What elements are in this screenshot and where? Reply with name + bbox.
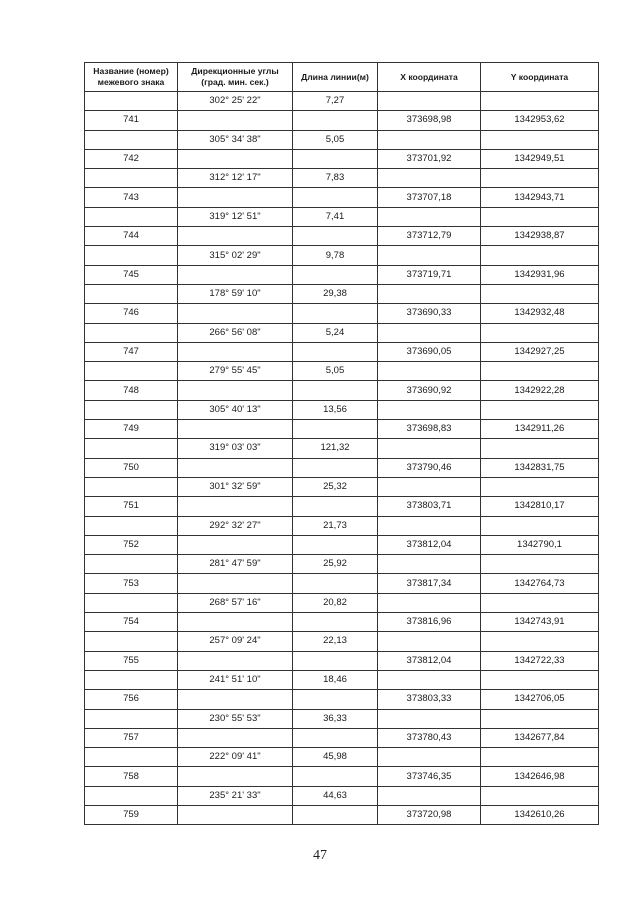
- x-coordinate-cell: [378, 555, 481, 574]
- line-length-cell: [293, 767, 378, 786]
- direction-angle-cell: 305° 40' 13": [178, 400, 293, 419]
- direction-angle-cell: [178, 342, 293, 361]
- table-body: [85, 92, 599, 825]
- line-length-cell: [293, 304, 378, 323]
- table-row: [85, 767, 599, 786]
- line-length-cell: 7,27: [293, 92, 378, 111]
- direction-angle-cell: [178, 651, 293, 670]
- direction-angle-cell: [178, 690, 293, 709]
- line-length-cell: 18,46: [293, 670, 378, 689]
- y-coordinate-cell: 1342943,71: [481, 188, 599, 207]
- y-coordinate-cell: [481, 130, 599, 149]
- table-row: [85, 439, 599, 458]
- header-y-coordinate: Y координата: [481, 63, 599, 92]
- point-name-cell: [85, 670, 178, 689]
- line-length-cell: 29,38: [293, 284, 378, 303]
- page-number: 47: [313, 848, 327, 863]
- point-name-cell: 750: [85, 458, 178, 477]
- line-length-cell: 21,73: [293, 516, 378, 535]
- direction-angle-cell: 241° 51' 10": [178, 670, 293, 689]
- direction-angle-cell: [178, 304, 293, 323]
- line-length-cell: 121,32: [293, 439, 378, 458]
- line-length-cell: 7,83: [293, 169, 378, 188]
- table-row: [85, 304, 599, 323]
- table-row: [85, 477, 599, 496]
- y-coordinate-cell: 1342790,1: [481, 535, 599, 554]
- point-name-cell: [85, 555, 178, 574]
- table-row: [85, 381, 599, 400]
- y-coordinate-cell: [481, 323, 599, 342]
- x-coordinate-cell: 373707,18: [378, 188, 481, 207]
- line-length-cell: [293, 149, 378, 168]
- x-coordinate-cell: 373690,05: [378, 342, 481, 361]
- line-length-cell: [293, 690, 378, 709]
- line-length-cell: [293, 497, 378, 516]
- table-row: [85, 284, 599, 303]
- line-length-cell: 25,92: [293, 555, 378, 574]
- table-row: [85, 130, 599, 149]
- point-name-cell: 758: [85, 767, 178, 786]
- table-row: [85, 342, 599, 361]
- table-row: [85, 458, 599, 477]
- direction-angle-cell: [178, 188, 293, 207]
- direction-angle-cell: 305° 34' 38": [178, 130, 293, 149]
- table-row: [85, 535, 599, 554]
- table-row: [85, 497, 599, 516]
- header-point-name: Название (номер) межевого знака: [85, 63, 178, 92]
- table-row: [85, 227, 599, 246]
- y-coordinate-cell: [481, 284, 599, 303]
- table-row: [85, 574, 599, 593]
- x-coordinate-cell: 373712,79: [378, 227, 481, 246]
- x-coordinate-cell: 373698,98: [378, 111, 481, 130]
- line-length-cell: [293, 111, 378, 130]
- table-row: [85, 651, 599, 670]
- y-coordinate-cell: 1342810,17: [481, 497, 599, 516]
- line-length-cell: [293, 613, 378, 632]
- point-name-cell: [85, 400, 178, 419]
- direction-angle-cell: 292° 32' 27": [178, 516, 293, 535]
- x-coordinate-cell: [378, 130, 481, 149]
- boundary-coordinates-table: [84, 62, 599, 825]
- line-length-cell: [293, 265, 378, 284]
- direction-angle-cell: [178, 767, 293, 786]
- direction-angle-cell: 279° 55' 45": [178, 362, 293, 381]
- x-coordinate-cell: 373690,33: [378, 304, 481, 323]
- y-coordinate-cell: [481, 477, 599, 496]
- y-coordinate-cell: [481, 207, 599, 226]
- y-coordinate-cell: 1342706,05: [481, 690, 599, 709]
- point-name-cell: 749: [85, 420, 178, 439]
- line-length-cell: [293, 535, 378, 554]
- point-name-cell: [85, 786, 178, 805]
- y-coordinate-cell: [481, 362, 599, 381]
- direction-angle-cell: 281° 47' 59": [178, 555, 293, 574]
- table-row: [85, 632, 599, 651]
- x-coordinate-cell: [378, 246, 481, 265]
- y-coordinate-cell: 1342927,25: [481, 342, 599, 361]
- point-name-cell: [85, 748, 178, 767]
- x-coordinate-cell: [378, 207, 481, 226]
- point-name-cell: [85, 130, 178, 149]
- direction-angle-cell: 178° 59' 10": [178, 284, 293, 303]
- x-coordinate-cell: [378, 632, 481, 651]
- y-coordinate-cell: [481, 400, 599, 419]
- line-length-cell: 25,32: [293, 477, 378, 496]
- point-name-cell: [85, 284, 178, 303]
- x-coordinate-cell: 373803,71: [378, 497, 481, 516]
- table-row: [85, 613, 599, 632]
- point-name-cell: 754: [85, 613, 178, 632]
- line-length-cell: [293, 728, 378, 747]
- point-name-cell: 742: [85, 149, 178, 168]
- direction-angle-cell: 302° 25' 22": [178, 92, 293, 111]
- table-row: [85, 323, 599, 342]
- x-coordinate-cell: 373817,34: [378, 574, 481, 593]
- y-coordinate-cell: 1342677,84: [481, 728, 599, 747]
- x-coordinate-cell: 373780,43: [378, 728, 481, 747]
- table-header-row: [85, 63, 599, 92]
- point-name-cell: 741: [85, 111, 178, 130]
- y-coordinate-cell: 1342932,48: [481, 304, 599, 323]
- line-length-cell: [293, 805, 378, 824]
- direction-angle-cell: 301° 32' 59": [178, 477, 293, 496]
- table-row: [85, 516, 599, 535]
- direction-angle-cell: [178, 111, 293, 130]
- direction-angle-cell: [178, 265, 293, 284]
- direction-angle-cell: [178, 381, 293, 400]
- line-length-cell: [293, 458, 378, 477]
- line-length-cell: [293, 651, 378, 670]
- x-coordinate-cell: 373690,92: [378, 381, 481, 400]
- y-coordinate-cell: 1342931,96: [481, 265, 599, 284]
- x-coordinate-cell: 373816,96: [378, 613, 481, 632]
- table-row: [85, 748, 599, 767]
- point-name-cell: [85, 207, 178, 226]
- direction-angle-cell: [178, 497, 293, 516]
- line-length-cell: [293, 420, 378, 439]
- point-name-cell: 744: [85, 227, 178, 246]
- direction-angle-cell: [178, 613, 293, 632]
- x-coordinate-cell: [378, 400, 481, 419]
- table-row: [85, 593, 599, 612]
- table-row: [85, 400, 599, 419]
- point-name-cell: 743: [85, 188, 178, 207]
- line-length-cell: 36,33: [293, 709, 378, 728]
- table-row: [85, 246, 599, 265]
- table-row: [85, 362, 599, 381]
- table-row: [85, 92, 599, 111]
- table-row: [85, 265, 599, 284]
- line-length-cell: [293, 188, 378, 207]
- y-coordinate-cell: [481, 516, 599, 535]
- point-name-cell: [85, 92, 178, 111]
- x-coordinate-cell: [378, 593, 481, 612]
- direction-angle-cell: 312° 12' 17": [178, 169, 293, 188]
- x-coordinate-cell: 373701,92: [378, 149, 481, 168]
- y-coordinate-cell: [481, 555, 599, 574]
- point-name-cell: 746: [85, 304, 178, 323]
- x-coordinate-cell: [378, 477, 481, 496]
- x-coordinate-cell: 373803,33: [378, 690, 481, 709]
- line-length-cell: 7,41: [293, 207, 378, 226]
- line-length-cell: 5,24: [293, 323, 378, 342]
- header-x-coordinate: X координата: [378, 63, 481, 92]
- point-name-cell: [85, 439, 178, 458]
- y-coordinate-cell: 1342922,28: [481, 381, 599, 400]
- x-coordinate-cell: 373746,35: [378, 767, 481, 786]
- direction-angle-cell: [178, 420, 293, 439]
- line-length-cell: [293, 342, 378, 361]
- direction-angle-cell: 222° 09' 41": [178, 748, 293, 767]
- x-coordinate-cell: [378, 169, 481, 188]
- y-coordinate-cell: 1342764,73: [481, 574, 599, 593]
- direction-angle-cell: 235° 21' 33": [178, 786, 293, 805]
- point-name-cell: 759: [85, 805, 178, 824]
- line-length-cell: 13,56: [293, 400, 378, 419]
- x-coordinate-cell: 373720,98: [378, 805, 481, 824]
- point-name-cell: [85, 323, 178, 342]
- y-coordinate-cell: 1342743,91: [481, 613, 599, 632]
- x-coordinate-cell: 373719,71: [378, 265, 481, 284]
- y-coordinate-cell: 1342953,62: [481, 111, 599, 130]
- y-coordinate-cell: 1342949,51: [481, 149, 599, 168]
- table-row: [85, 111, 599, 130]
- x-coordinate-cell: [378, 323, 481, 342]
- table-row: [85, 709, 599, 728]
- y-coordinate-cell: [481, 593, 599, 612]
- y-coordinate-cell: 1342646,98: [481, 767, 599, 786]
- y-coordinate-cell: 1342610,26: [481, 805, 599, 824]
- point-name-cell: 755: [85, 651, 178, 670]
- direction-angle-cell: [178, 728, 293, 747]
- table-row: [85, 207, 599, 226]
- y-coordinate-cell: [481, 246, 599, 265]
- table-row: [85, 149, 599, 168]
- point-name-cell: [85, 246, 178, 265]
- direction-angle-cell: 315° 02' 29": [178, 246, 293, 265]
- point-name-cell: 753: [85, 574, 178, 593]
- point-name-cell: [85, 362, 178, 381]
- point-name-cell: [85, 169, 178, 188]
- table-row: [85, 169, 599, 188]
- x-coordinate-cell: [378, 516, 481, 535]
- y-coordinate-cell: [481, 169, 599, 188]
- direction-angle-cell: [178, 227, 293, 246]
- table-row: [85, 420, 599, 439]
- y-coordinate-cell: [481, 709, 599, 728]
- direction-angle-cell: 257° 09' 24": [178, 632, 293, 651]
- y-coordinate-cell: [481, 748, 599, 767]
- point-name-cell: [85, 516, 178, 535]
- direction-angle-cell: [178, 574, 293, 593]
- line-length-cell: 44,63: [293, 786, 378, 805]
- table-row: [85, 805, 599, 824]
- table-row: [85, 786, 599, 805]
- line-length-cell: 5,05: [293, 130, 378, 149]
- point-name-cell: 757: [85, 728, 178, 747]
- line-length-cell: [293, 227, 378, 246]
- x-coordinate-cell: [378, 709, 481, 728]
- direction-angle-cell: 268° 57' 16": [178, 593, 293, 612]
- x-coordinate-cell: 373790,46: [378, 458, 481, 477]
- y-coordinate-cell: [481, 786, 599, 805]
- point-name-cell: 752: [85, 535, 178, 554]
- table-row: [85, 555, 599, 574]
- direction-angle-cell: [178, 458, 293, 477]
- header-direction-angle: Дирекционные углы (град. мин. сек.): [178, 63, 293, 92]
- direction-angle-cell: 266° 56' 08": [178, 323, 293, 342]
- table-row: [85, 670, 599, 689]
- point-name-cell: 756: [85, 690, 178, 709]
- y-coordinate-cell: 1342911,26: [481, 420, 599, 439]
- header-line-length: Длина линии(м): [293, 63, 378, 92]
- y-coordinate-cell: [481, 439, 599, 458]
- point-name-cell: [85, 593, 178, 612]
- y-coordinate-cell: [481, 670, 599, 689]
- direction-angle-cell: 319° 12' 51": [178, 207, 293, 226]
- x-coordinate-cell: [378, 439, 481, 458]
- line-length-cell: 20,82: [293, 593, 378, 612]
- x-coordinate-cell: [378, 284, 481, 303]
- point-name-cell: [85, 709, 178, 728]
- y-coordinate-cell: [481, 632, 599, 651]
- line-length-cell: [293, 381, 378, 400]
- x-coordinate-cell: [378, 92, 481, 111]
- point-name-cell: [85, 632, 178, 651]
- line-length-cell: 5,05: [293, 362, 378, 381]
- x-coordinate-cell: [378, 670, 481, 689]
- line-length-cell: [293, 574, 378, 593]
- point-name-cell: [85, 477, 178, 496]
- point-name-cell: 751: [85, 497, 178, 516]
- line-length-cell: 45,98: [293, 748, 378, 767]
- direction-angle-cell: 319° 03' 03": [178, 439, 293, 458]
- y-coordinate-cell: 1342722,33: [481, 651, 599, 670]
- x-coordinate-cell: 373812,04: [378, 651, 481, 670]
- direction-angle-cell: [178, 805, 293, 824]
- line-length-cell: 22,13: [293, 632, 378, 651]
- direction-angle-cell: [178, 535, 293, 554]
- y-coordinate-cell: 1342938,87: [481, 227, 599, 246]
- x-coordinate-cell: [378, 362, 481, 381]
- point-name-cell: 748: [85, 381, 178, 400]
- x-coordinate-cell: [378, 748, 481, 767]
- y-coordinate-cell: [481, 92, 599, 111]
- point-name-cell: 747: [85, 342, 178, 361]
- table-row: [85, 728, 599, 747]
- table-row: [85, 188, 599, 207]
- direction-angle-cell: 230° 55' 53": [178, 709, 293, 728]
- line-length-cell: 9,78: [293, 246, 378, 265]
- x-coordinate-cell: [378, 786, 481, 805]
- y-coordinate-cell: 1342831,75: [481, 458, 599, 477]
- x-coordinate-cell: 373812,04: [378, 535, 481, 554]
- x-coordinate-cell: 373698,83: [378, 420, 481, 439]
- point-name-cell: 745: [85, 265, 178, 284]
- direction-angle-cell: [178, 149, 293, 168]
- table-row: [85, 690, 599, 709]
